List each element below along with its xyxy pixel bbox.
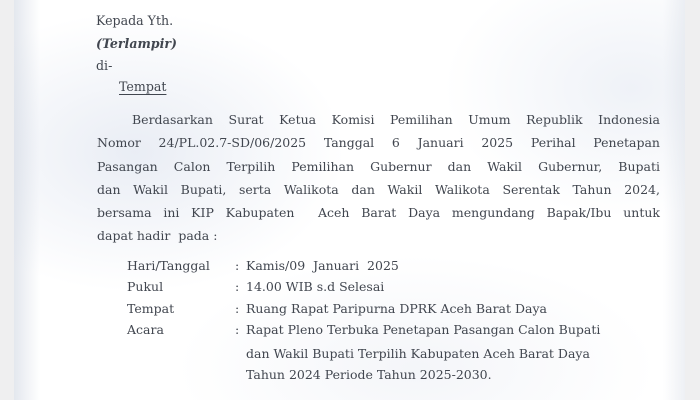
detail-row-hari-tanggal bbox=[127, 258, 667, 279]
body-line: bersama ini KIP Kabupaten Aceh Barat Daya mengundang Bapak/Ibu untuk bbox=[97, 205, 660, 221]
body-line: Nomor 24/PL.02.7-SD/06/2025 Tanggal 6 Januari 2025 Perihal Penetapan bbox=[97, 135, 660, 151]
detail-value: 14.00 WIB s.d Selesai bbox=[246, 279, 385, 295]
detail-value: Rapat Pleno Terbuka Penetapan Pasangan Calon Bupati bbox=[246, 321, 601, 337]
body-line: dapat hadir pada : bbox=[97, 228, 218, 244]
addressee-attachment-note: (Terlampir) bbox=[96, 36, 177, 51]
letter-content bbox=[14, 0, 685, 400]
detail-label: Acara bbox=[127, 321, 164, 337]
detail-label: Tempat bbox=[127, 300, 175, 316]
body-line: dan Wakil Bupati, serta Walikota dan Wakil Walikota Serentak Tahun 2024, bbox=[97, 181, 660, 197]
detail-value-line: dan Wakil Bupati Terpilih Kabupaten Aceh Barat Daya bbox=[246, 346, 590, 362]
detail-label: Pukul bbox=[127, 279, 164, 295]
document-page bbox=[14, 0, 685, 400]
detail-value: Kamis/09 Januari 2025 bbox=[246, 258, 399, 273]
detail-value: Ruang Rapat Paripurna DPRK Aceh Barat Daya bbox=[246, 300, 547, 316]
detail-row-tempat bbox=[127, 301, 667, 322]
detail-label: Hari/Tanggal bbox=[127, 258, 210, 273]
detail-separator: : bbox=[235, 300, 240, 316]
detail-separator: : bbox=[235, 279, 240, 295]
body-line: Berdasarkan Surat Ketua Komisi Pemilihan Umum Republik Indonesia bbox=[132, 112, 660, 127]
detail-separator: : bbox=[235, 321, 240, 337]
body-line: Pasangan Calon Terpilih Pemilihan Gubernur dan Wakil Gubernur, Bupati bbox=[97, 158, 660, 174]
detail-value-continuation bbox=[246, 343, 590, 386]
detail-row-pukul bbox=[127, 279, 667, 300]
event-details-list bbox=[127, 258, 667, 383]
addressee-di-label: di- bbox=[96, 58, 113, 73]
addressee-salutation: Kepada Yth. bbox=[96, 13, 174, 28]
letter-body-paragraph bbox=[97, 108, 660, 248]
addressee-place: Tempat bbox=[119, 79, 167, 94]
detail-separator: : bbox=[235, 258, 240, 273]
detail-value-line: Tahun 2024 Periode Tahun 2025-2030. bbox=[246, 367, 492, 383]
